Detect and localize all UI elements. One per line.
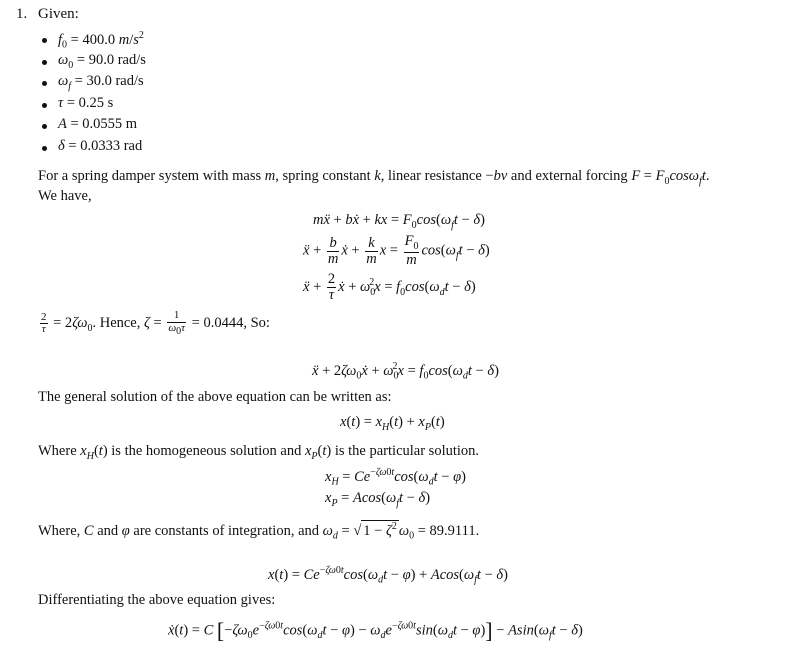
constants-text: Where, C and φ are constants of integration, and $\omega_d$ = √ $1 - \zeta^2$ $\omega_0 = 89.9111$. (38, 521, 480, 542)
given-item-wf: $\omega_f = 30.0$ rad/s (38, 73, 146, 95)
equation-xp: $x_P = Acos(\omega_ft - \delta)$ (325, 490, 431, 509)
given-item-A: A = 0.0555 m (38, 116, 146, 138)
homogeneous-particular-text: Where $x_H(t)$ is the homogeneous solution and $x_P(t)$ is the particular solution. (38, 443, 480, 462)
equation-normalized: ẍ + $2\zeta\omega_0ẋ + \omega_0^2x = f_0\cos(\omega_dt - \delta)$ (312, 361, 499, 382)
paragraph-we-have: We have, (38, 188, 92, 204)
equation-motion-2: ẍ + $\frac{b}{m}$ ẋ + $\frac{k}{m}$ x = $\frac{F_0}{m}$ $\cos(\omega_ft - \delta)$ (303, 233, 490, 269)
equation-general-solution: $x(t) = x_H(t) + x_P(t)$ (340, 414, 445, 433)
zeta-value: 0.0444 (203, 314, 244, 331)
given-item-w0: $\omega_0 = 90.0$ rad/s (38, 52, 146, 74)
given-list (38, 30, 146, 159)
equation-full-solution: $x(t) = Ce^{-\zeta\omega 0t}\cos(\omega_dt - \varphi) + Acos(\omega_ft - \delta)$ (268, 565, 508, 586)
paragraph-setup: For a spring damper system with mass m, spring constant k, linear resistance −bv and external forcing $F = F_0\cos\omega_ft$. (38, 168, 710, 187)
differentiating-text: Differentiating the above equation gives: (38, 592, 276, 608)
given-item-tau: τ = 0.25 s (38, 95, 146, 117)
given-item-f0: $f_0 = 400.0$ $m/s^2$ (38, 30, 146, 52)
general-solution-text: The general solution of the above equation can be written as: (38, 389, 392, 405)
wd-value: 89.9111 (429, 522, 476, 539)
equation-xh: $x_H = Ce^{-\zeta\omega 0t}\cos(\omega_dt - \varphi)$ (325, 467, 466, 488)
equation-derivative: ẋ(t) = C $[-\zeta\omega_0e^{-\zeta\omega 0t}\cos(\omega_dt - \varphi) - \omega_de^{-\zeta\omega 0t}\sin(\omega_dt - \varphi)] - Asin(\omega_ft - \delta)$ (168, 618, 583, 643)
given-item-delta: δ = 0.0333 rad (38, 138, 146, 160)
equation-motion-1: mẍ + bẋ + kx = $F_0\cos(\omega_ft - \delta)$ (313, 212, 485, 231)
zeta-line: $\frac{2}{\tau}$ = $2\zeta\omega_0$. Hence, ζ = $\frac{1}{\omega 0\tau}$ = 0.0444, So: (41, 309, 270, 337)
problem-number: 1. (16, 6, 28, 22)
given-label: Given: (38, 6, 79, 22)
equation-motion-3: ẍ + $\frac{2}{\tau}$ ẋ + $\omega_0^2x = f_0\cos(\omega_dt - \delta)$ (303, 271, 476, 304)
